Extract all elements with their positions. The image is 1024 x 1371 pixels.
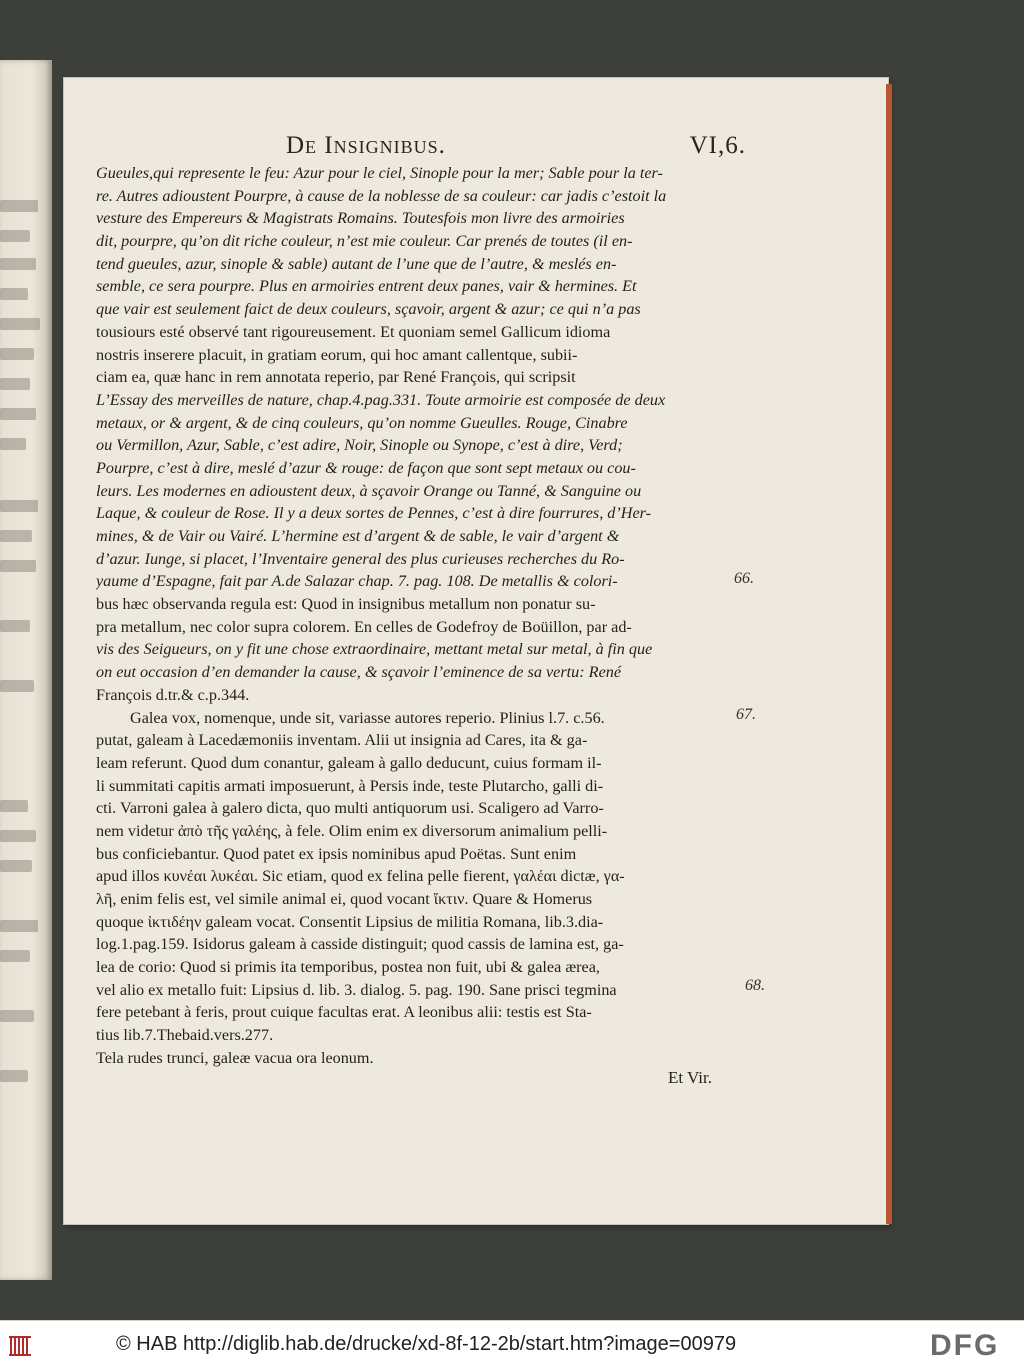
text-line: d’azur. Iunge, si placet, l’Inventaire general des plus curieuses recherches du Ro- [96, 549, 625, 568]
text-line: bus conficiebantur. Quod patet ex ipsis nominibus apud Poëtas. Sunt enim [96, 844, 577, 863]
text-line: li summitati capitis armati imposuerunt, à Persis inde, teste Plutarcho, galli di- [96, 776, 604, 795]
text-line: Galea vox, nomenque, unde sit, variasse autores reperio. Plinius l.7. c.56. [130, 708, 605, 727]
text-line: tend gueules, azur, sinople & sable) autant de l’une que de l’autre, & meslés en- [96, 254, 617, 273]
footer-bar [0, 1320, 1024, 1371]
text-line: vis des Seigueurs, on y fit une chose extraordinaire, mettant metal sur metal, à fin que [96, 640, 653, 659]
text-line: nostris inserere placuit, in gratiam eorum, qui hoc amant callentque, subii- [96, 345, 578, 364]
running-title: De Insignibus. [286, 132, 446, 159]
text-line: re. Autres adioustent Pourpre, à cause de la noblesse de sa couleur: car jadis c’estoit la [96, 186, 667, 205]
text-line: pra metallum, nec color supra colorem. En celles de Godefroy de Boüillon, par ad- [96, 617, 632, 636]
text-line: on eut occasion d’en demander la cause, & sçavoir l’eminence de sa vertu: René [96, 663, 622, 682]
text-line: ou Vermillon, Azur, Sable, c’est adire, Noir, Sinople ou Synope, c’est à dire, Verd; [96, 436, 623, 455]
text-line: Gueules,qui represente le feu: Azur pour le ciel, Sinople pour la mer; Sable pour la ter- [96, 164, 663, 182]
text-line: Pourpre, c’est à dire, meslé d’azur & rouge: de façon que sont sept metaux ou cou- [96, 458, 636, 477]
text-line: tius lib.7.Thebaid.vers.277. [96, 1026, 274, 1045]
text-line: François d.tr.& c.p.344. [96, 685, 250, 704]
text-line: L’Essay des merveilles de nature, chap.4.pag.331. Toute armoirie est composée de deux [96, 390, 666, 409]
text-block [96, 162, 740, 1092]
text-line: tousiours esté observé tant rigoureusement. Et quoniam semel Gallicum idioma [96, 322, 611, 341]
text-line: bus hæc observanda regula est: Quod in insignibus metallum non ponatur su- [96, 595, 596, 614]
page-header [286, 132, 746, 166]
text-line: apud illos κυνέαι λυκέαι. Sic etiam, quod ex felina pelle fierent, γαλέαι dictæ, γα- [96, 867, 625, 886]
margin-note: 67. [736, 706, 756, 723]
text-line: semble, ce sera pourpre. Plus en armoiries entrent deux panes, vair & hermines. Et [96, 277, 637, 296]
page-red-edge [886, 84, 892, 1224]
dfg-logo: DFG [930, 1329, 1000, 1362]
text-line: λῆ, enim felis est, vel simile animal ei, quod vocant ἴκτιν. Quare & Homerus [96, 890, 593, 908]
text-line: vesture des Empereurs & Magistrats Romains. Toutesfois mon livre des armoiries [96, 209, 625, 228]
text-line: log.1.pag.159. Isidorus galeam à casside distinguit; quod cassis de lamina est, ga- [96, 935, 624, 954]
text-line: leam referunt. Quod dum conantur, galeam à gallo deducunt, cuius formam il- [96, 753, 602, 772]
text-line: metaux, or & argent, & de cinq couleurs, qu’on nomme Gueulles. Rouge, Cinabre [96, 413, 628, 432]
text-line: fere petebant à feris, prout cuique facultas erat. A leonibus alii: testis est Sta- [96, 1003, 592, 1022]
copyright-link[interactable]: © HAB http://diglib.hab.de/drucke/xd-8f-12-2b/start.htm?image=00979 [116, 1333, 737, 1355]
margin-note: 68. [745, 977, 765, 994]
text-line: cti. Varroni galea à galero dicta, quo multi antiquorum usi. Scaligero ad Varro- [96, 799, 604, 818]
text-line: nem videtur ἀπὸ τῆς γαλέης, à fele. Olim enim ex diversorum animalium pelli- [96, 821, 608, 840]
margin-note: 66. [734, 570, 754, 587]
text-line: dit, pourpre, qu’on dit riche couleur, n’est mie couleur. Car prenés de toutes (il en- [96, 232, 633, 251]
text-line: putat, galeam à Lacedæmoniis inventam. Alii ut insignia ad Cares, ita & ga- [96, 731, 588, 750]
text-line: lea de corio: Quod si primis ita temporibus, postea non fuit, ubi & galea ærea, [96, 958, 600, 977]
facing-page-edge [0, 60, 52, 1280]
catchword: Et Vir. [668, 1068, 713, 1087]
text-line: vel alio ex metallo fuit: Lipsius d. lib. 3. dialog. 5. pag. 190. Sane prisci tegmina [96, 980, 617, 999]
hab-library-icon [8, 1335, 32, 1357]
text-line: leurs. Les modernes en adioustent deux, à sçavoir Orange ou Tanné, & Sanguine ou [96, 481, 642, 500]
text-line: Laque, & couleur de Rose. Il y a deux sortes de Pennes, c’est à dire fourrures, d’Her- [96, 504, 652, 523]
folio-number: VI,6. [689, 132, 746, 159]
text-line: que vair est seulement faict de deux couleurs, sçavoir, argent & azur; ce qui n’a pas [96, 300, 641, 319]
text-line: mines, & de Vair ou Vairé. L’hermine est d’argent & de sable, le vair d’argent & [96, 527, 620, 545]
text-line: yaume d’Espagne, fait par A.de Salazar chap. 7. pag. 108. De metallis & colori- [96, 572, 618, 591]
text-line: quoque ἰκτιδέην galeam vocat. Consentit Lipsius de militia Romana, lib.3.dia- [96, 912, 604, 931]
text-line: ciam ea, quæ hanc in rem annotata reperio, par René François, qui scripsit [96, 368, 576, 387]
text-line: Tela rudes trunci, galeæ vacua ora leonum. [96, 1048, 374, 1067]
verse-line [96, 1070, 740, 1093]
